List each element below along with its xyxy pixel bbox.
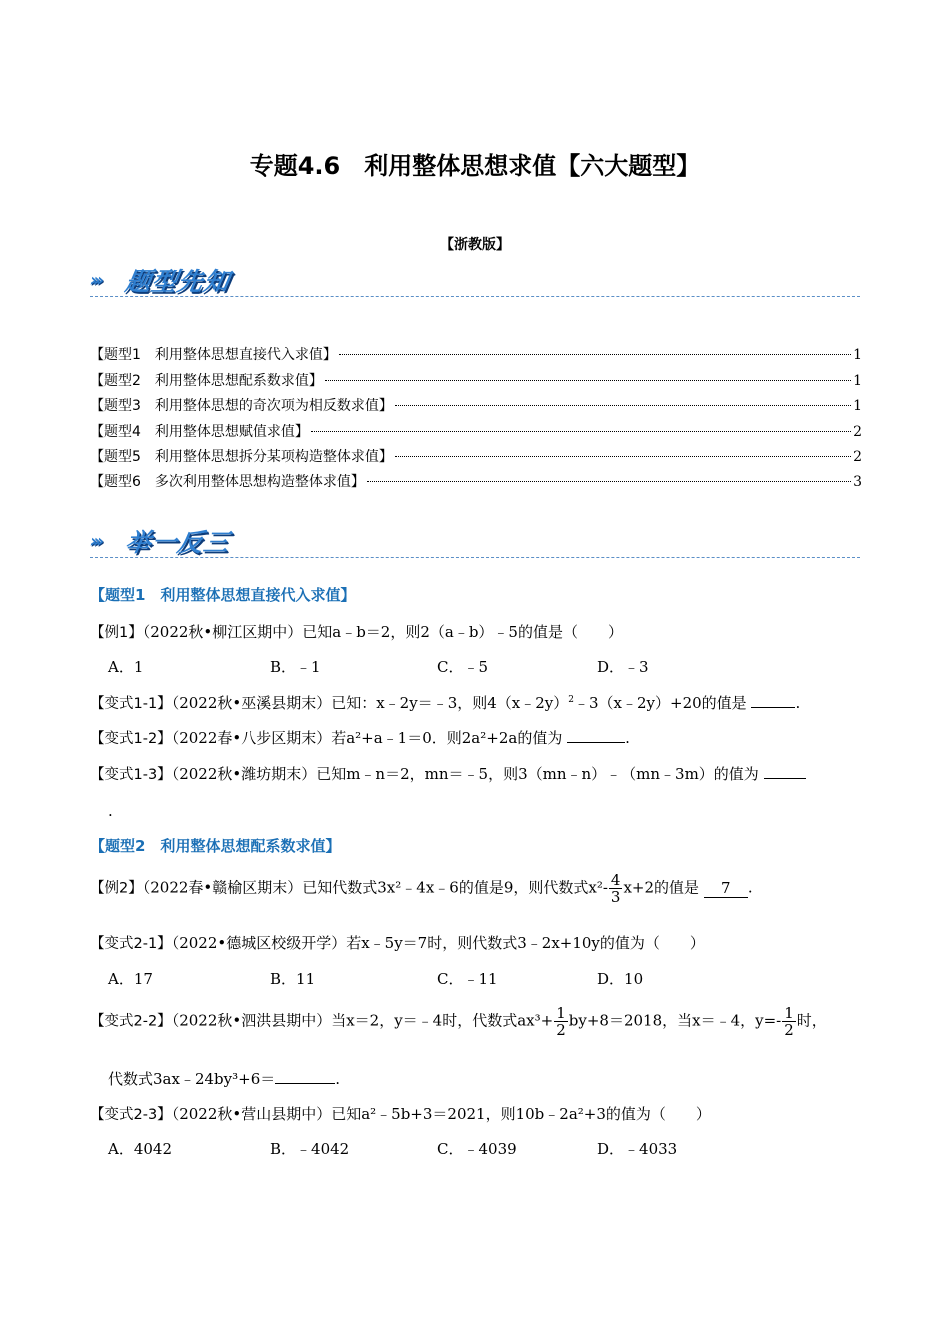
banner-intro-title: 题型先知 — [123, 267, 233, 296]
answer-blank[interactable] — [275, 1083, 335, 1084]
toc-item-label: 【题型5 利用整体思想拆分某项构造整体求值】 — [90, 449, 393, 465]
section-heading-1: 【题型1 利用整体思想直接代入求值】 — [90, 586, 356, 604]
toc-item[interactable] — [90, 370, 862, 390]
toc-item-label: 【题型3 利用整体思想的奇次项为相反数求值】 — [90, 398, 393, 414]
example-2: 【例2】（2022春•赣榆区期末）已知代数式3x²﹣4x﹣6的值是9，则代数式x²- $\frac{4}{3}$ x+2的值是 7 . — [90, 871, 753, 906]
option-d[interactable]: D．﹣4033 — [597, 1140, 678, 1158]
divider — [90, 557, 860, 558]
variant-2-1: 【变式2-1】（2022•德城区校级开学）若x﹣5y＝7时，则代数式3﹣2x+10y的值为（ ） — [90, 934, 705, 952]
toc-item[interactable] — [90, 446, 862, 466]
variant-1-3-tail: . — [108, 802, 113, 820]
toc-item-page: 1 — [853, 347, 862, 363]
toc-item-page: 1 — [853, 373, 862, 389]
banner-practice — [90, 523, 860, 559]
toc-item-label: 【题型1 利用整体思想直接代入求值】 — [90, 347, 337, 363]
fraction: $\frac{4}{3}$ — [610, 871, 621, 906]
option-b[interactable]: B．11 — [270, 970, 316, 988]
section-heading-2: 【题型2 利用整体思想配系数求值】 — [90, 837, 341, 855]
variant-1-1: 【变式1-1】（2022秋•巫溪县期末）已知：x﹣2y＝﹣3，则4（x﹣2y）$^2$﹣3（x﹣2y）+20的值是 . — [90, 694, 801, 712]
toc-item-page: 1 — [853, 398, 862, 414]
option-a[interactable]: A．4042 — [108, 1140, 173, 1158]
option-c[interactable]: C．﹣5 — [437, 658, 489, 676]
toc-item[interactable] — [90, 421, 862, 441]
toc-item-page: 3 — [853, 474, 862, 490]
banner-practice-title: 举一反三 — [123, 528, 233, 557]
option-c[interactable]: C．﹣4039 — [437, 1140, 517, 1158]
toc-item-page: 2 — [853, 424, 862, 440]
arrow-icon: ››› — [90, 531, 101, 552]
banner-intro — [90, 262, 860, 298]
option-a[interactable]: A．17 — [108, 970, 153, 988]
edition-label: 【浙教版】 — [440, 237, 510, 253]
option-c[interactable]: C．﹣11 — [437, 970, 498, 988]
answer-blank[interactable] — [751, 707, 795, 708]
toc-item[interactable] — [90, 471, 862, 491]
example-1: 【例1】（2022秋•柳江区期中）已知a﹣b＝2，则2（a﹣b）﹣5的值是（ ） — [90, 623, 623, 641]
toc-item[interactable] — [90, 344, 862, 364]
answer-blank[interactable] — [764, 778, 806, 779]
toc-item-page: 2 — [853, 449, 862, 465]
toc-item-label: 【题型4 利用整体思想赋值求值】 — [90, 424, 309, 440]
arrow-icon: ››› — [90, 270, 101, 291]
toc-item[interactable] — [90, 395, 862, 415]
variant-2-3: 【变式2-3】（2022秋•营山县期中）已知a²﹣5b+3＝2021，则10b﹣2a²+3的值为（ ） — [90, 1105, 711, 1123]
fraction: $\frac{1}{2}$ — [784, 1004, 794, 1039]
option-b[interactable]: B．﹣4042 — [270, 1140, 350, 1158]
page-title: 专题4.6 利用整体思想求值【六大题型】 — [249, 152, 701, 180]
toc-item-label: 【题型2 利用整体思想配系数求值】 — [90, 373, 323, 389]
fraction: $\frac{1}{2}$ — [556, 1004, 566, 1039]
divider — [90, 296, 860, 297]
variant-1-2: 【变式1-2】（2022春•八步区期末）若a²+a﹣1＝0．则2a²+2a的值为 . — [90, 729, 630, 747]
variant-1-3: 【变式1-3】（2022秋•潍坊期末）已知m﹣n＝2，mn＝﹣5，则3（mn﹣n）﹣（mn﹣3m）的值为 — [90, 763, 806, 784]
variant-2-2-line2: 代数式3ax﹣24by³+6＝ . — [108, 1070, 341, 1088]
option-a[interactable]: A．1 — [108, 658, 144, 676]
option-d[interactable]: D．10 — [597, 970, 644, 988]
variant-2-2: 【变式2-2】（2022秋•泗洪县期中）当x＝2，y＝﹣4时，代数式ax³+ $\frac{1}{2}$ by+8＝2018，当x＝﹣4，y=- $\frac{1}{2}$ 时， — [90, 1004, 827, 1039]
option-b[interactable]: B．﹣1 — [270, 658, 321, 676]
answer-blank[interactable] — [567, 742, 625, 743]
toc-item-label: 【题型6 多次利用整体思想构造整体求值】 — [90, 474, 365, 490]
answer-blank: 7 — [704, 879, 748, 898]
option-d[interactable]: D．﹣3 — [597, 658, 649, 676]
